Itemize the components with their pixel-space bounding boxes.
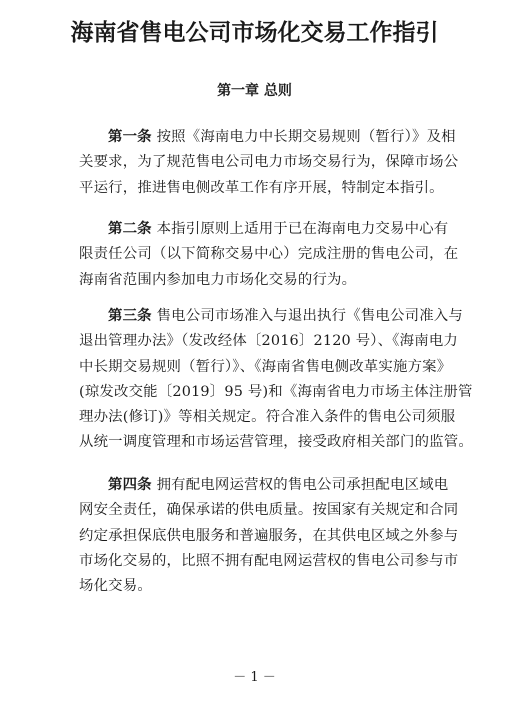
article-line: 海南省范围内参加电力市场化交易的行为。	[79, 271, 357, 288]
article-line: 平运行，推进售电侧改革工作有序开展，特制定本指引。	[79, 179, 444, 196]
article-line: 关要求，为了规范售电公司电力市场交易行为，保障市场公	[79, 154, 459, 171]
article-text: 按照《海南电力中长期交易规则（暂行）》及相	[156, 129, 456, 145]
article-line	[79, 125, 456, 150]
article-2	[79, 217, 459, 293]
article-text: 本指引原则上适用于已在海南电力交易中心有	[156, 221, 449, 237]
article-line: 退出管理办法》（发改经体〔2016〕2120 号）、《海南电力	[79, 333, 459, 350]
article-line: 从统一调度管理和市场运营管理，接受政府相关部门的监管。	[79, 434, 473, 451]
article-line: 限责任公司（以下简称交易中心）完成注册的售电公司，在	[79, 246, 459, 263]
article-number: 第四条	[108, 477, 152, 493]
chapter-title: 第一章 总则	[217, 83, 292, 99]
article-line	[79, 217, 451, 242]
article-text: 拥有配电网运营权的售电公司承担配电区域电	[156, 477, 449, 493]
article-line	[79, 473, 451, 498]
article-line: (琼发改交能〔2019〕95 号)和《海南省电力市场主体注册管	[79, 383, 473, 400]
article-3	[79, 304, 473, 456]
article-line: 场化交易。	[79, 578, 152, 595]
article-line: 约定承担保底供电服务和普遍服务，在其供电区域之外参与	[79, 527, 459, 544]
article-1	[79, 125, 459, 201]
article-line	[79, 304, 463, 329]
article-4	[79, 473, 459, 599]
document-title: 海南省售电公司市场化交易工作指引	[70, 20, 439, 46]
article-line: 理办法(修订)》等相关规定。符合准入条件的售电公司须服	[79, 409, 456, 426]
article-line: 中长期交易规则（暂行）》、《海南省售电侧改革实施方案》	[79, 358, 452, 375]
article-number: 第三条	[108, 308, 152, 324]
article-number: 第一条	[108, 129, 152, 145]
article-line: 市场化交易的，比照不拥有配电网运营权的售电公司参与市	[79, 552, 459, 569]
article-line: 网安全责任，确保承诺的供电质量。按国家有关规定和合同	[79, 502, 459, 519]
article-number: 第二条	[108, 221, 152, 237]
article-text: 售电公司市场准入与退出执行《售电公司准入与	[156, 308, 463, 324]
page-number: － 1 －	[233, 670, 276, 685]
